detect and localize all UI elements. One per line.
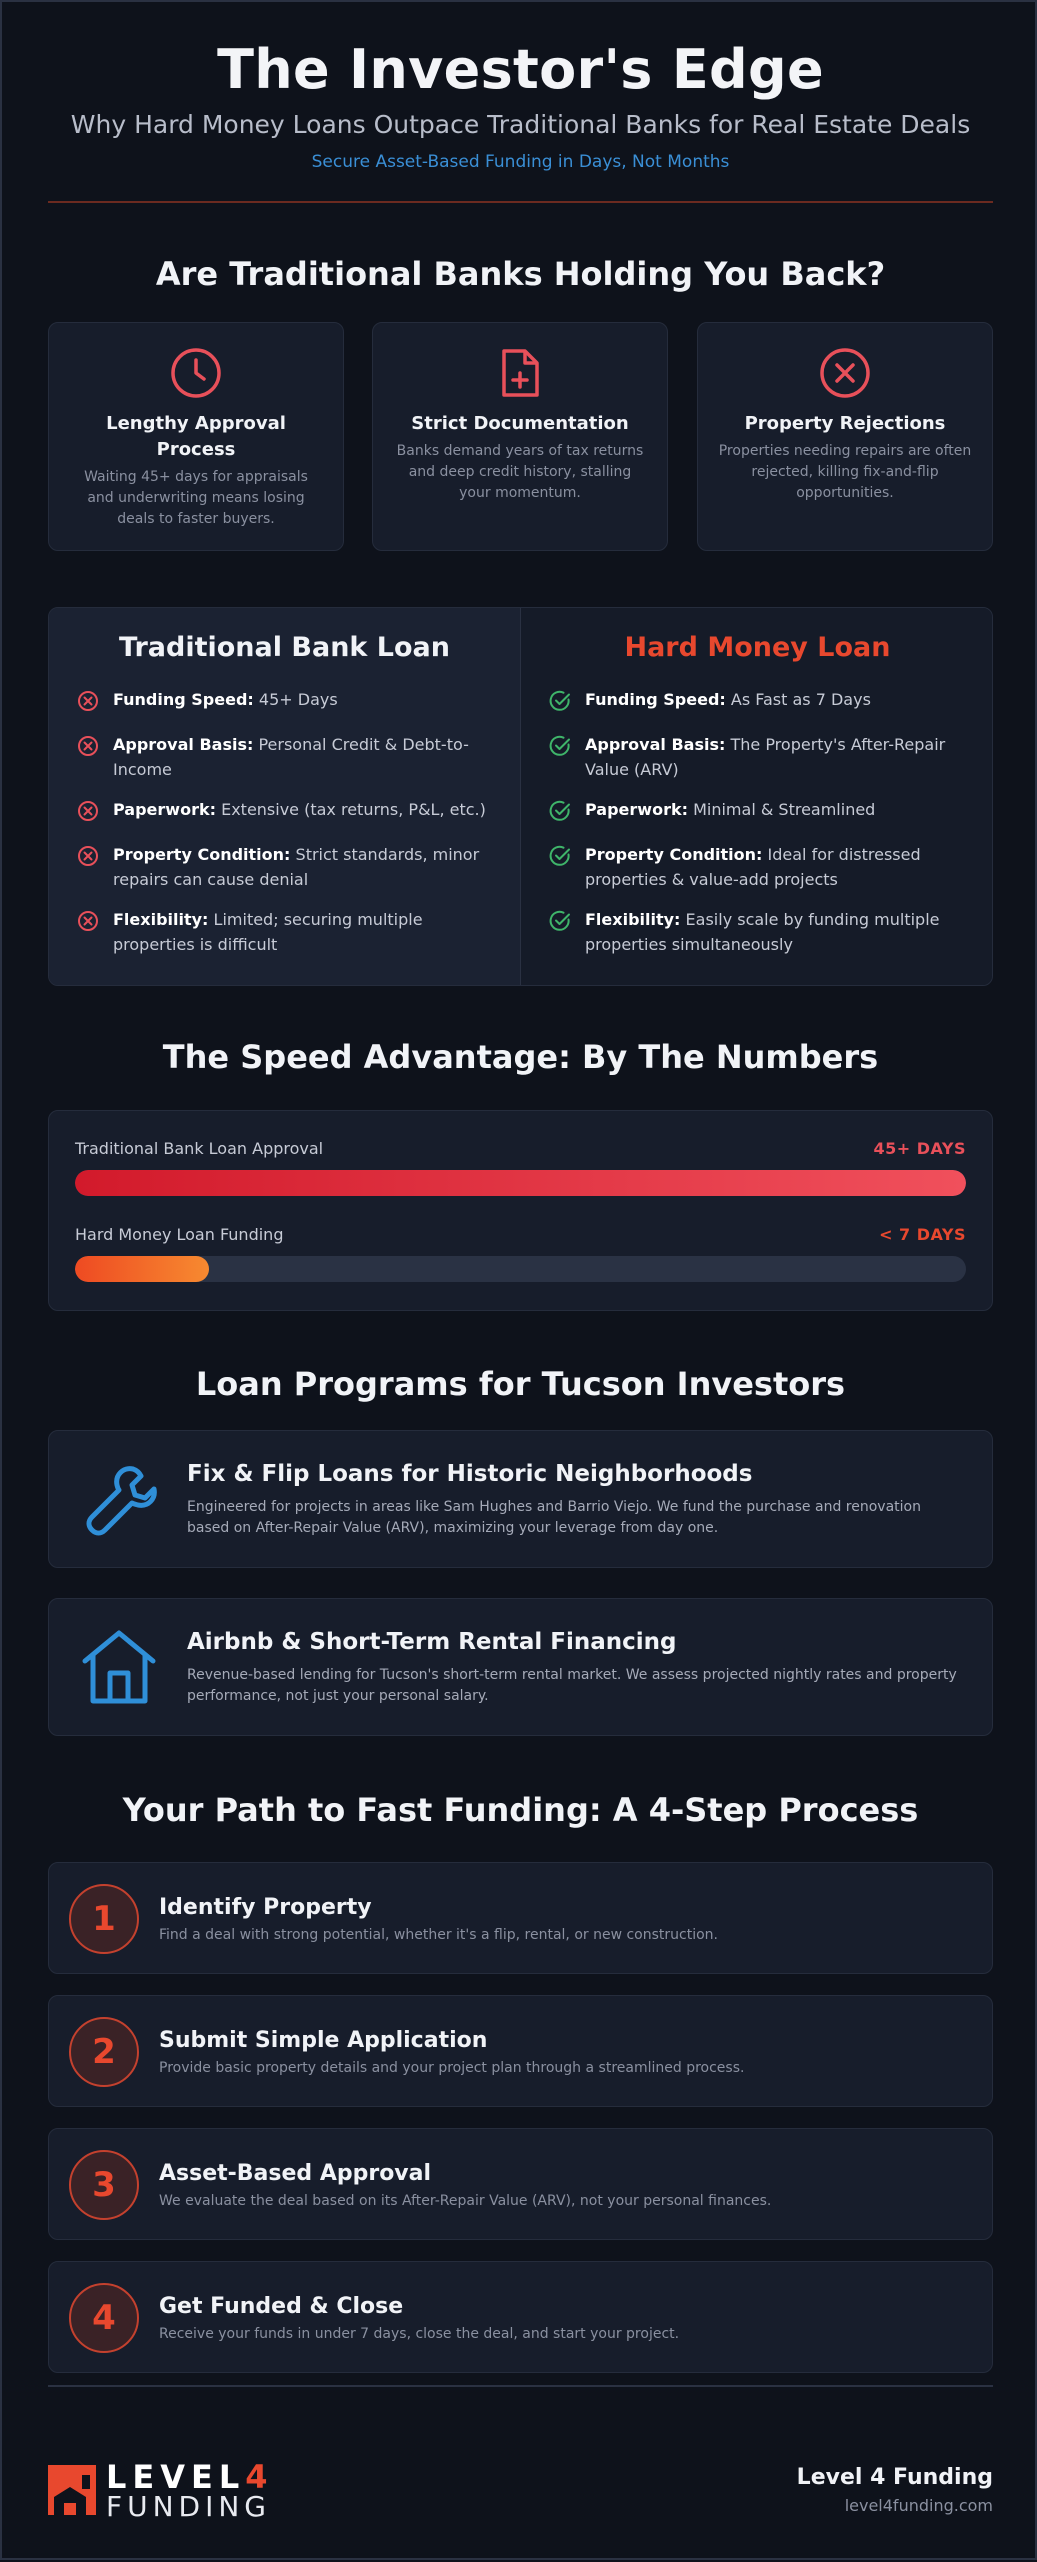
step-title: Get Funded & Close: [159, 2294, 404, 2319]
x-circle-icon: [77, 910, 99, 932]
x-circle-icon: [817, 345, 873, 401]
step-title: Identify Property: [159, 1895, 372, 1920]
problem-title: Property Rejections: [744, 413, 946, 434]
program-card-short-term-rental: [48, 1598, 993, 1736]
step-title: Submit Simple Application: [159, 2028, 488, 2053]
problem-title: Lengthy Approval Process: [106, 413, 286, 460]
bank-bar-track: [75, 1170, 966, 1196]
problem-title: Strict Documentation: [411, 413, 629, 434]
logo-mark-icon: [48, 2465, 96, 2515]
step-desc: Receive your funds in under 7 days, close the deal, and start your project.: [159, 2326, 680, 2342]
clock-icon: [168, 345, 224, 401]
hard-money-column-title: Hard Money Loan: [624, 632, 891, 663]
row-value: Ideal for distressed properties & value-add projects: [585, 845, 921, 889]
hard-money-bar-track: [75, 1256, 966, 1282]
step-number: 4: [69, 2283, 139, 2353]
company-url[interactable]: level4funding.com: [844, 2496, 993, 2515]
company-name: Level 4 Funding: [796, 2465, 993, 2490]
row-label: Property Condition:: [585, 845, 763, 864]
problem-card-rejections: [697, 322, 993, 551]
problem-desc: Banks demand years of tax returns and deep credit history, stalling your momentum.: [396, 443, 644, 501]
bank-bar-label: Traditional Bank Loan Approval: [75, 1139, 324, 1158]
hard-money-bar-fill: [75, 1256, 209, 1282]
row-label: Property Condition:: [113, 845, 291, 864]
row-value: As Fast as 7 Days: [730, 690, 871, 709]
house-icon: [79, 1627, 159, 1707]
problem-card-documentation: [372, 322, 668, 551]
wrench-icon: [79, 1459, 159, 1539]
bank-column-title: Traditional Bank Loan: [119, 632, 450, 663]
page-subtitle: Why Hard Money Loans Outpace Traditional Banks for Real Estate Deals: [70, 110, 971, 139]
step-card: [48, 1862, 993, 1974]
row-value: Strict standards, minor repairs can cause denial: [113, 845, 480, 889]
row-value: Extensive (tax returns, P&L, etc.): [221, 800, 486, 819]
x-circle-icon: [77, 845, 99, 867]
row-value: Minimal & Streamlined: [693, 800, 876, 819]
bank-bar-value: 45+ DAYS: [873, 1139, 966, 1158]
row-value: 45+ Days: [258, 690, 338, 709]
problem-desc: Waiting 45+ days for appraisals and underwriting means losing deals to faster buyers.: [84, 469, 308, 527]
x-circle-icon: [77, 800, 99, 822]
check-circle-icon: [549, 735, 571, 757]
row-label: Paperwork:: [113, 800, 216, 819]
bank-column: [49, 608, 521, 985]
hard-money-bar-label: Hard Money Loan Funding: [75, 1225, 284, 1244]
problem-card-approval: [48, 322, 344, 551]
page-tagline: Secure Asset-Based Funding in Days, Not Months: [311, 152, 730, 172]
step-desc: Find a deal with strong potential, whether it's a flip, rental, or new construction.: [159, 1927, 718, 1943]
speed-panel: [48, 1110, 993, 1311]
page-title: The Investor's Edge: [217, 38, 824, 101]
row-label: Funding Speed:: [113, 690, 254, 709]
programs-title: Loan Programs for Tucson Investors: [195, 1365, 846, 1403]
logo-wordmark: LEVEL4: [106, 2458, 274, 2496]
step-desc: We evaluate the deal based on its After-Repair Value (ARV), not your personal finances.: [159, 2193, 772, 2209]
process-title: Your Path to Fast Funding: A 4-Step Process: [122, 1791, 919, 1829]
row-label: Approval Basis:: [585, 735, 726, 754]
row-label: Funding Speed:: [585, 690, 726, 709]
row-value: The Property's After-Repair Value (ARV): [585, 735, 946, 779]
step-number: 1: [69, 1884, 139, 1954]
check-circle-icon: [549, 690, 571, 712]
row-value: Personal Credit & Debt-to-Income: [113, 735, 469, 779]
step-card: [48, 2261, 993, 2373]
x-circle-icon: [77, 690, 99, 712]
step-card: [48, 2128, 993, 2240]
row-label: Approval Basis:: [113, 735, 254, 754]
step-title: Asset-Based Approval: [159, 2161, 432, 2186]
content: [48, 2, 993, 2562]
check-circle-icon: [549, 845, 571, 867]
comparison-table: [48, 607, 993, 986]
speed-title: The Speed Advantage: By The Numbers: [162, 1038, 879, 1076]
problem-desc: Properties needing repairs are often rejected, killing fix-and-flip opportunities.: [718, 443, 972, 501]
step-number: 3: [69, 2150, 139, 2220]
row-value: Limited; securing multiple properties is difficult: [113, 910, 423, 954]
program-desc: Engineered for projects in areas like Sam Hughes and Barrio Viejo. We fund the purchase and renovation based on After-Repair Value (ARV), maximizing your leverage from day one.: [187, 1499, 921, 1536]
footer-divider: [48, 2385, 993, 2387]
program-card-fix-flip: [48, 1430, 993, 1568]
problems-title: Are Traditional Banks Holding You Back?: [155, 255, 886, 293]
hard-money-bar-value: < 7 DAYS: [879, 1225, 966, 1244]
step-card: [48, 1995, 993, 2107]
document-plus-icon: [492, 345, 548, 401]
program-title: Fix & Flip Loans for Historic Neighborhoods: [187, 1461, 753, 1487]
program-title: Airbnb & Short-Term Rental Financing: [187, 1629, 677, 1655]
check-circle-icon: [549, 910, 571, 932]
logo-wordmark-sub: FUNDING: [106, 2490, 272, 2523]
step-number: 2: [69, 2017, 139, 2087]
program-desc: Revenue-based lending for Tucson's short-term rental market. We assess projected nightly rates and property performance, not just your personal salary.: [187, 1667, 957, 1704]
row-label: Flexibility:: [113, 910, 209, 929]
check-circle-icon: [549, 800, 571, 822]
bank-bar-fill: [75, 1170, 966, 1196]
x-circle-icon: [77, 735, 99, 757]
row-label: Paperwork:: [585, 800, 688, 819]
step-desc: Provide basic property details and your project plan through a streamlined process.: [159, 2060, 745, 2076]
row-value: Easily scale by funding multiple properties simultaneously: [585, 910, 940, 954]
header-divider: [48, 201, 993, 203]
hard-money-column: [521, 608, 993, 985]
row-label: Flexibility:: [585, 910, 681, 929]
